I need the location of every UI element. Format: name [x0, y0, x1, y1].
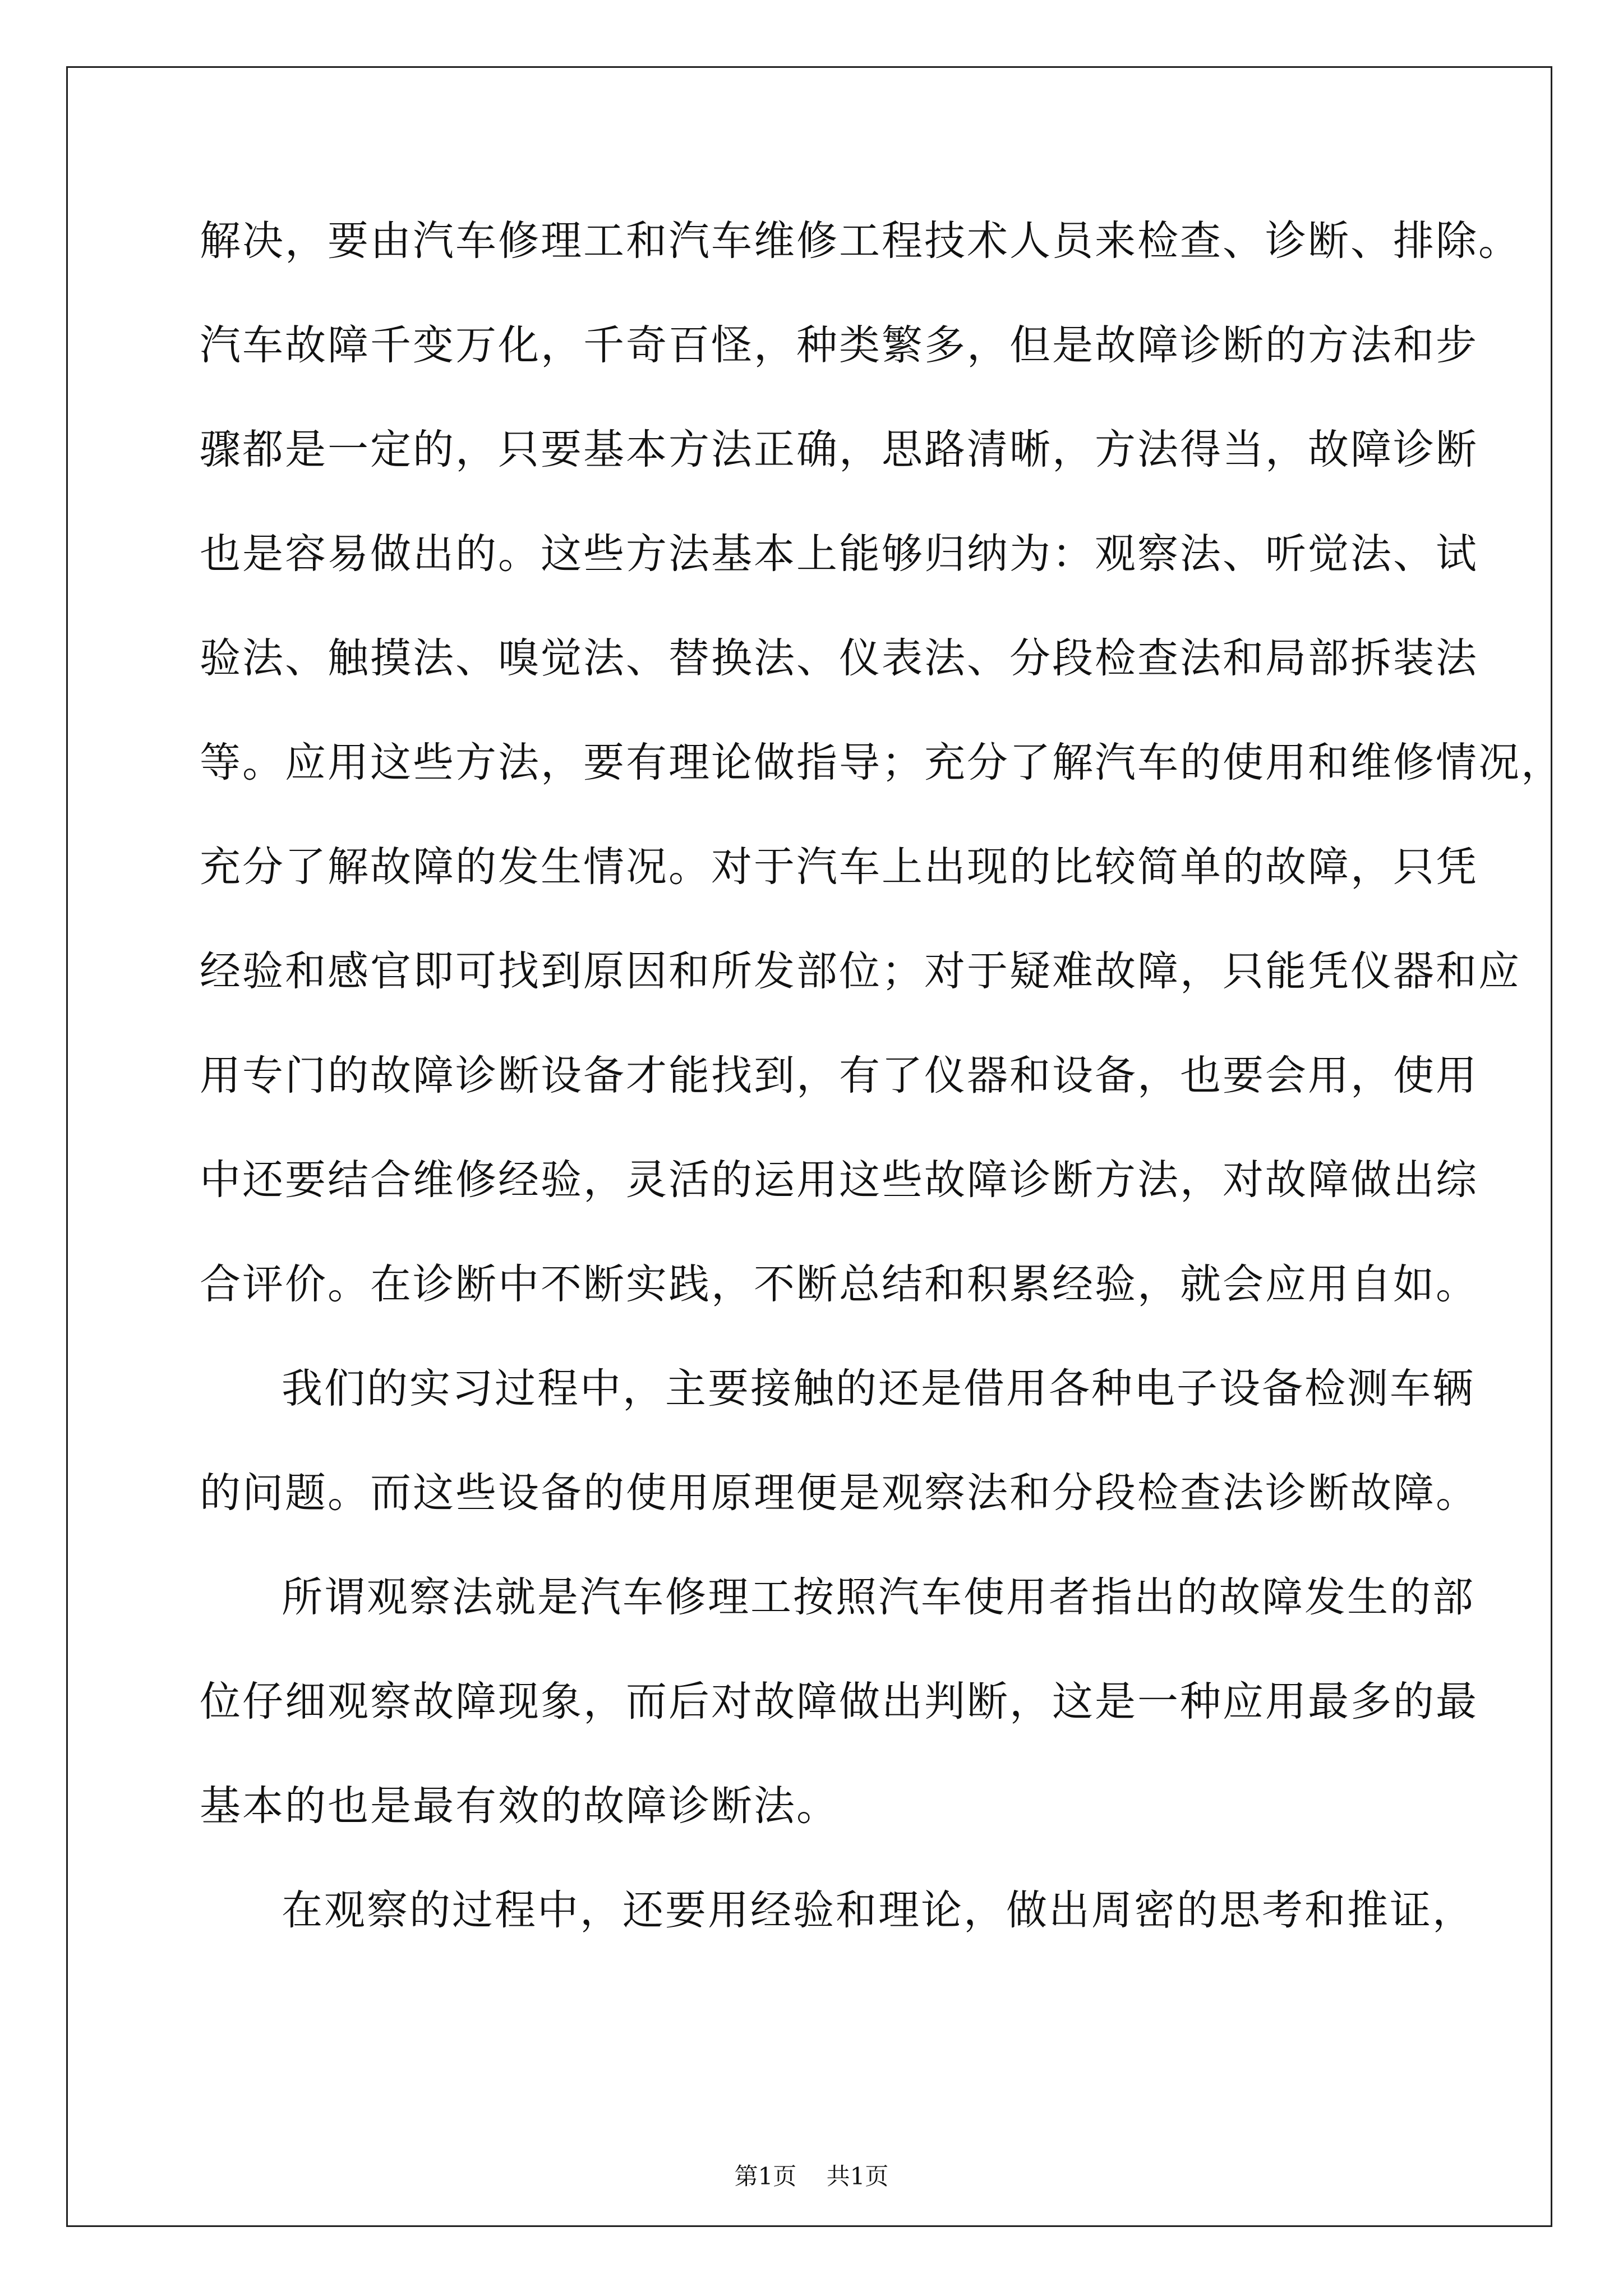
- text-line: 解决，要由汽车修理工和汽车维修工程技术人员来检查、诊断、排除。: [200, 217, 1521, 265]
- text-line: 也是容易做出的。这些方法基本上能够归纳为：观察法、听觉法、试: [200, 530, 1478, 578]
- text-line: 用专门的故障诊断设备才能找到，有了仪器和设备，也要会用，使用: [200, 1052, 1478, 1099]
- text-line: 经验和感官即可找到原因和所发部位；对于疑难故障，只能凭仪器和应: [200, 947, 1521, 995]
- text-line: 汽车故障千变万化，千奇百怪，种类繁多，但是故障诊断的方法和步: [200, 321, 1478, 369]
- text-line: 充分了解故障的发生情况。对于汽车上出现的比较简单的故障，只凭: [200, 843, 1478, 891]
- page-total: 共1页: [826, 2162, 889, 2190]
- page-footer: [0, 2160, 1623, 2193]
- paragraph-first-line: 我们的实习过程中，主要接触的还是借用各种电子设备检测车辆: [282, 1365, 1475, 1412]
- text-line: 基本的也是最有效的故障诊断法。: [200, 1782, 839, 1830]
- page-number: 第1页: [734, 2162, 797, 2190]
- text-line: 的问题。而这些设备的使用原理便是观察法和分段检查法诊断故障。: [200, 1469, 1478, 1517]
- text-line: 合评价。在诊断中不断实践，不断总结和积累经验，就会应用自如。: [200, 1260, 1478, 1308]
- text-line: 验法、触摸法、嗅觉法、替换法、仪表法、分段检查法和局部拆装法: [200, 634, 1478, 682]
- text-line: 中还要结合维修经验，灵活的运用这些故障诊断方法，对故障做出综: [200, 1156, 1478, 1204]
- paragraph-first-line: 在观察的过程中，还要用经验和理论，做出周密的思考和推证，: [282, 1887, 1475, 1934]
- text-line: 骤都是一定的，只要基本方法正确，思路清晰，方法得当，故障诊断: [200, 426, 1478, 473]
- text-line: 位仔细观察故障现象，而后对故障做出判断，这是一种应用最多的最: [200, 1678, 1478, 1726]
- text-line: 等。应用这些方法，要有理论做指导；充分了解汽车的使用和维修情况，: [200, 739, 1564, 786]
- paragraph-first-line: 所谓观察法就是汽车修理工按照汽车使用者指出的故障发生的部: [282, 1573, 1475, 1621]
